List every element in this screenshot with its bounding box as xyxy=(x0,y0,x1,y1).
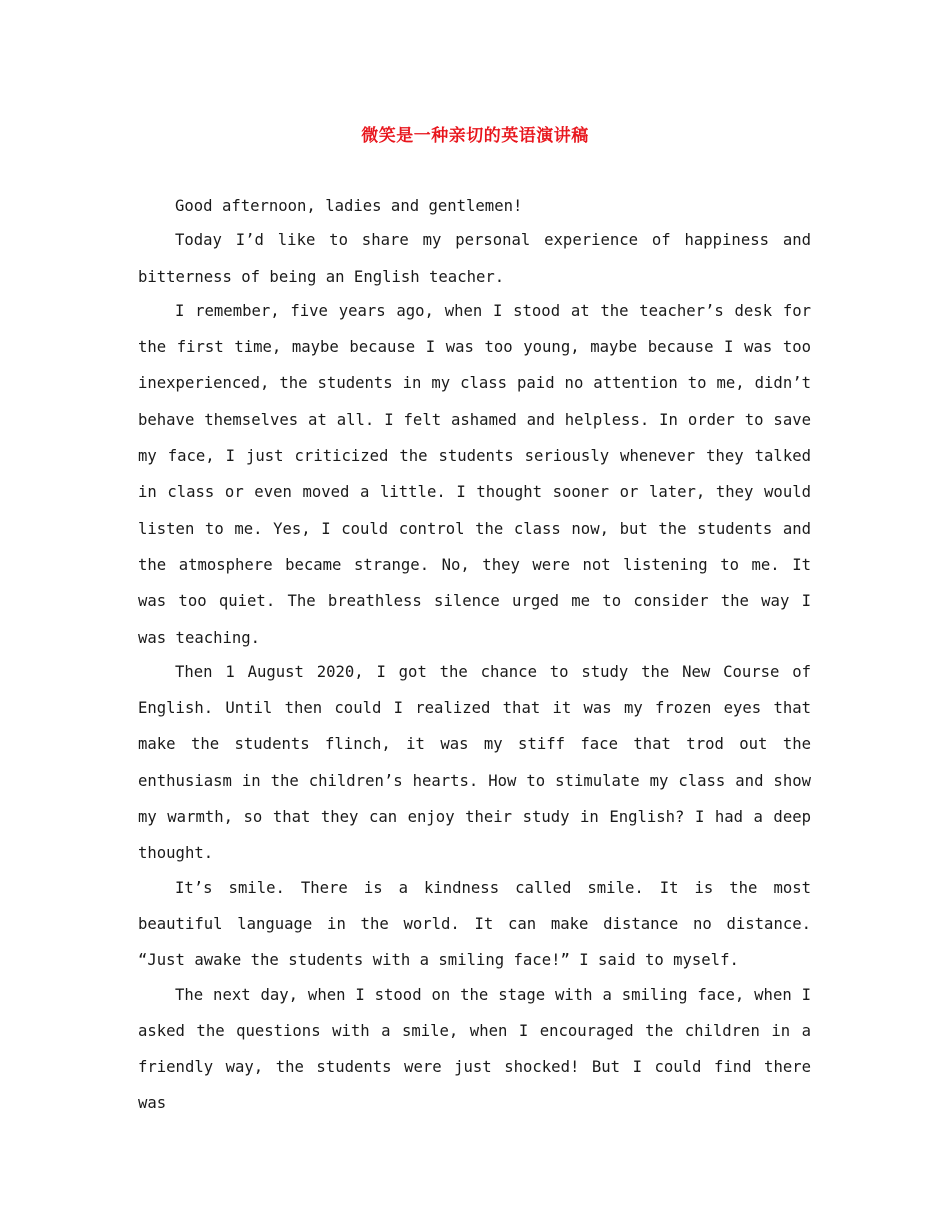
paragraph-intro: Today I’d like to share my personal experience of happiness and bitterness of being an English teacher. xyxy=(138,231,811,286)
page-title: 微笑是一种亲切的英语演讲稿 xyxy=(361,126,589,146)
paragraph-next-day: The next day, when I stood on the stage with a smiling face, when I asked the questions with a smile, when I encouraged the children in a friendly way, the students were just shocked! But I could find there was xyxy=(138,985,811,1113)
paragraph-smile: It’s smile. There is a kindness called smile. It is the most beautiful language in the world. It can make distance no distance. “Just awake the students with a smiling face!” I said to myself. xyxy=(138,878,811,970)
paragraph-memory: I remember, five years ago, when I stood at the teacher’s desk for the first time, maybe because I was too young, maybe because I was too inexperienced, the students in my class paid no attention to me, didn’t behave themselves at all. I felt ashamed and helpless. In order to save my face, I just criticized the students seriously whenever they talked in class or even moved a little. I thought sooner or later, they would listen to me. Yes, I could control the class now, but the students and the atmosphere became strange. No, they were not listening to me. It was too quiet. The breathless silence urged me to consider the way I was teaching. xyxy=(138,301,811,647)
paragraph-greeting: Good afternoon, ladies and gentlemen! xyxy=(175,197,523,215)
paragraph-new-course: Then 1 August 2020, I got the chance to study the New Course of English. Until then could I realized that it was my frozen eyes that make the students flinch, it was my stiff face that trod out the enthusiasm in the children’s hearts. How to stimulate my class and show my warmth, so that they can enjoy their study in English? I had a deep thought. xyxy=(138,662,811,863)
document-body xyxy=(138,188,811,1122)
